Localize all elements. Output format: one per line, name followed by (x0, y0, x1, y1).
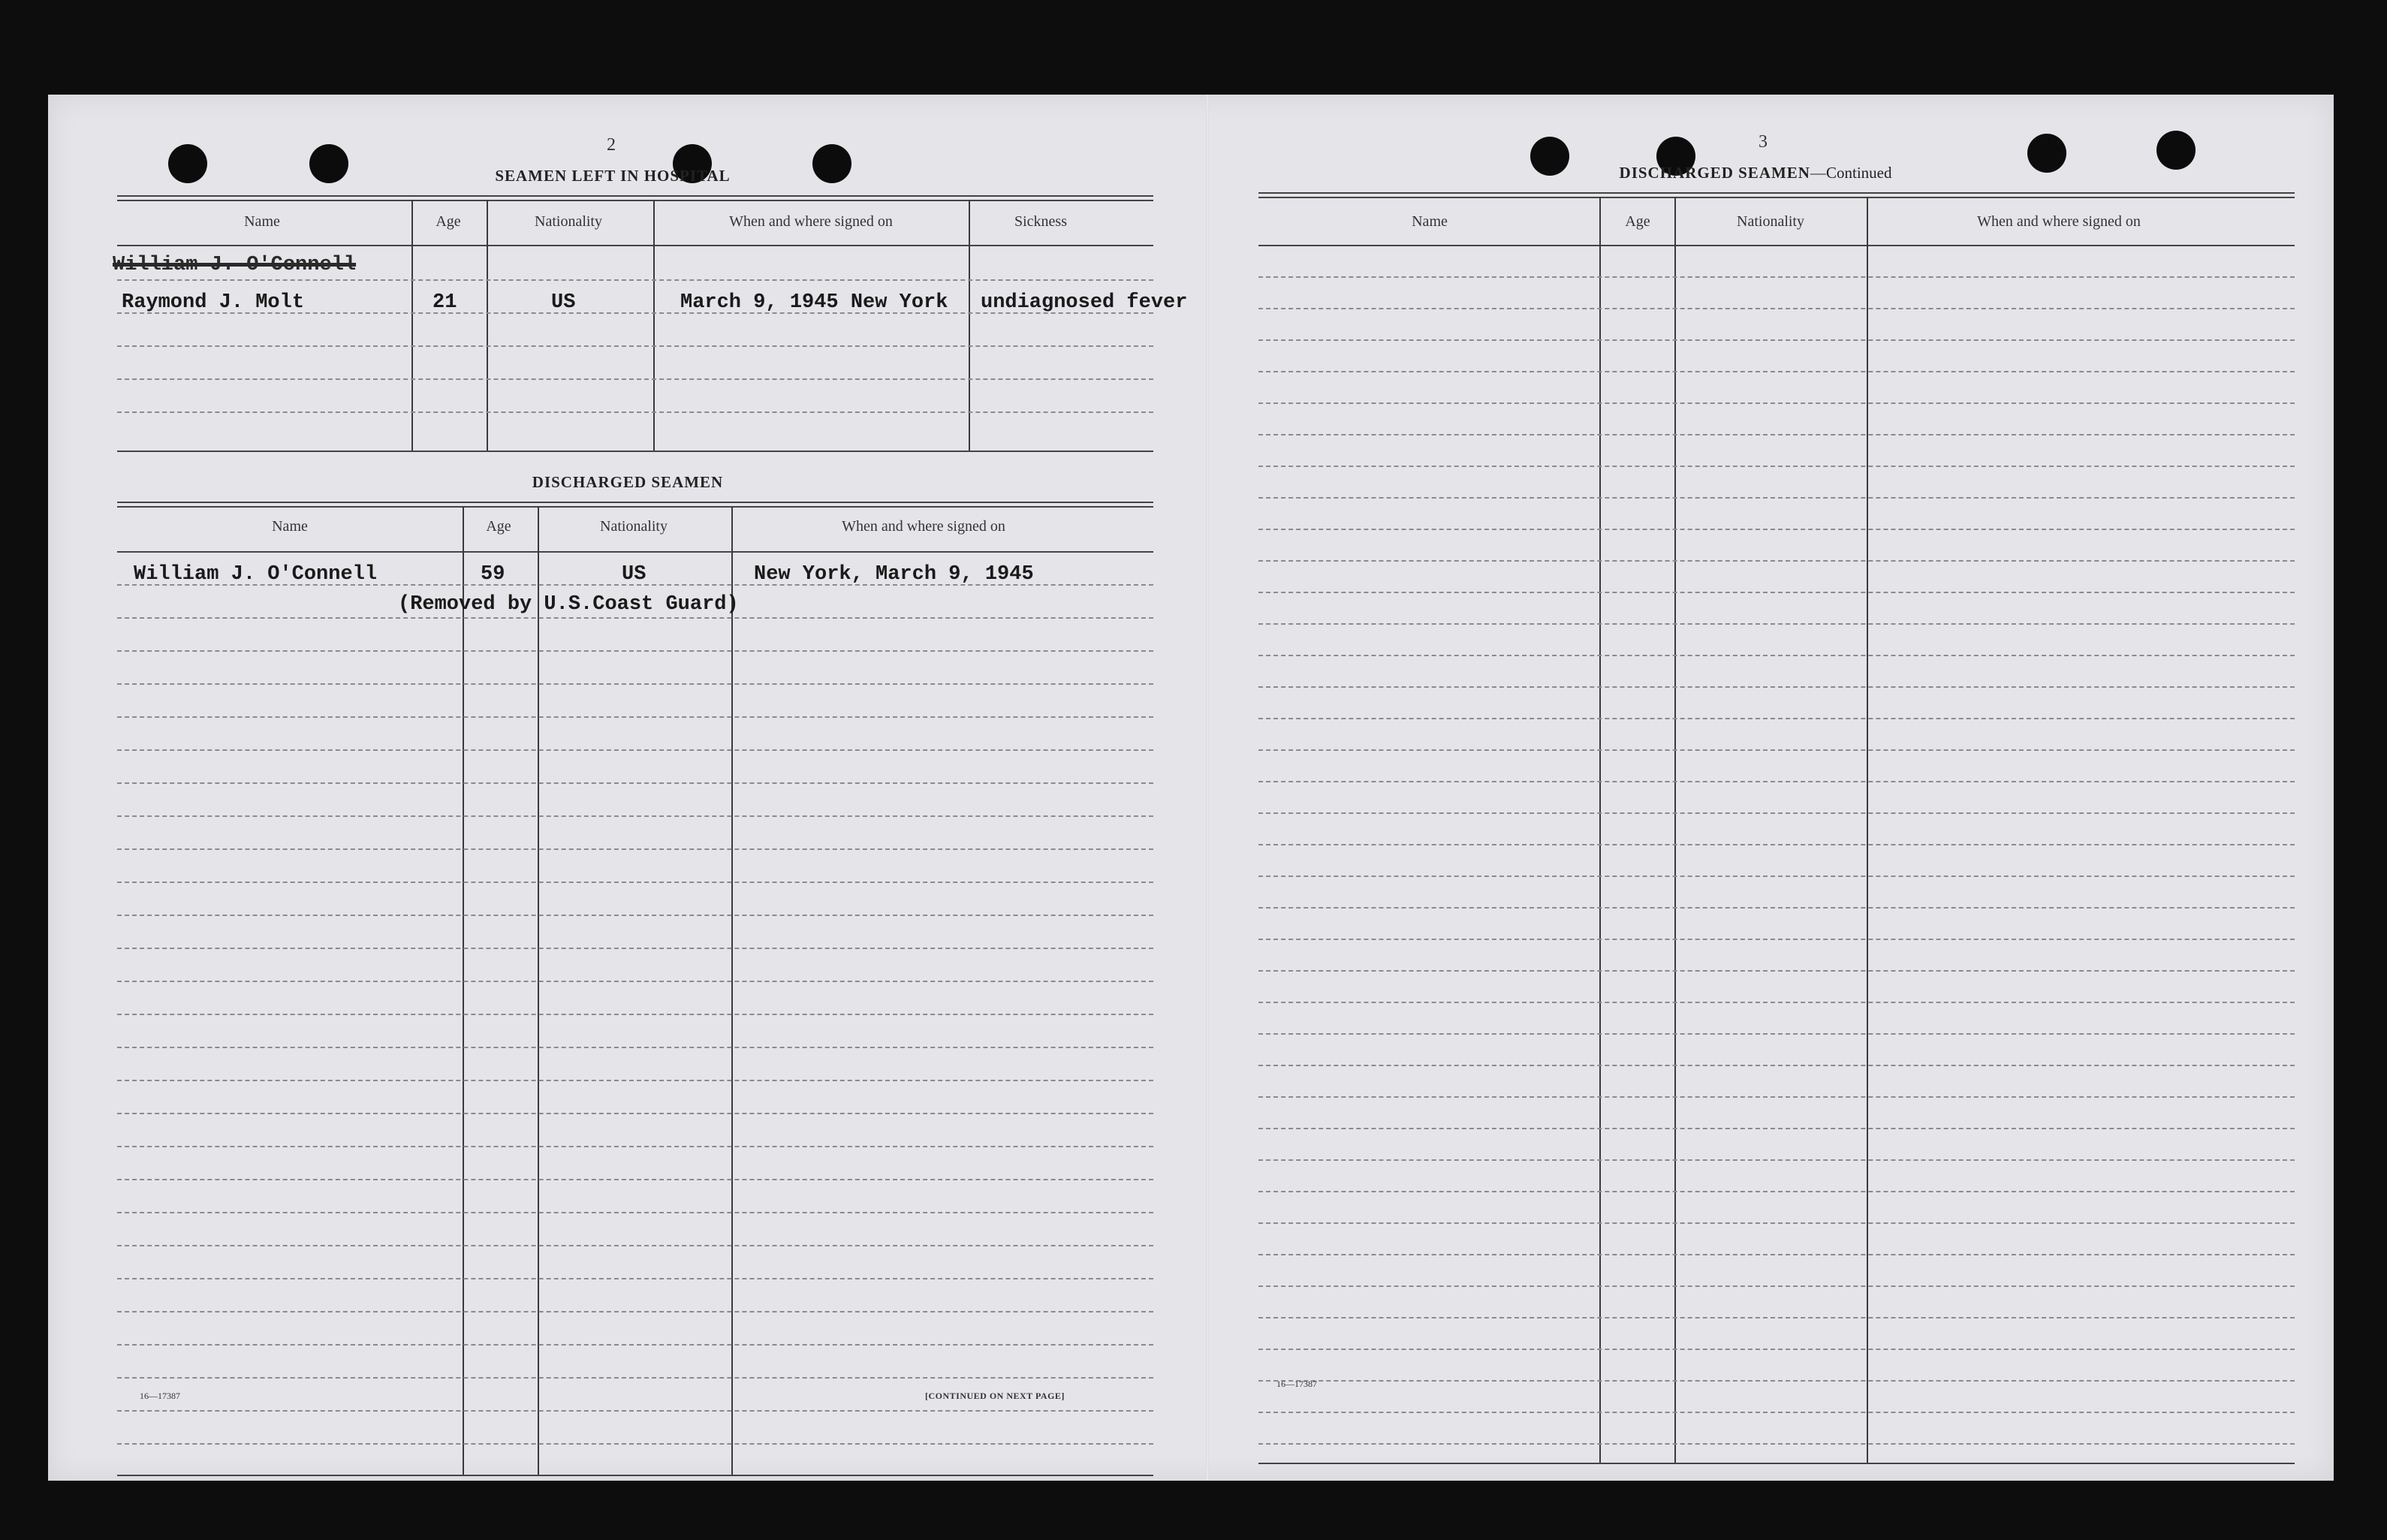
discharged-row-rule (117, 1179, 1153, 1180)
discharged-row-age: 59 (481, 563, 505, 586)
right-col-divider (1674, 197, 1676, 1463)
hospital-row-sickness: undiagnosed fever (981, 291, 1188, 314)
right-row-rule (1258, 749, 2295, 751)
right-row-rule (1258, 1380, 2295, 1382)
discharged-row-rule (117, 1146, 1153, 1147)
right-row-rule (1258, 907, 2295, 909)
hospital-col-divider (487, 200, 488, 452)
hospital-row-rule (117, 378, 1153, 380)
discharged-row-rule (117, 1344, 1153, 1346)
discharged-row-rule (117, 1377, 1153, 1379)
right-row-rule (1258, 655, 2295, 656)
right-row-rule (1258, 434, 2295, 435)
right-row-rule (1258, 529, 2295, 530)
right-row-rule (1258, 402, 2295, 404)
form-number: 16—17387 (1276, 1379, 1317, 1389)
discharged-row-rule (117, 981, 1153, 982)
right-table-top-rule (1258, 192, 2295, 198)
discharged-table-top-rule (117, 502, 1153, 508)
discharged-row-rule (117, 683, 1153, 685)
page-number: 3 (1759, 132, 1768, 152)
discharged-row-rule (117, 1245, 1153, 1246)
discharged-col-nationality: Nationality (600, 518, 668, 535)
right-row-rule (1258, 592, 2295, 593)
right-row-rule (1258, 939, 2295, 940)
hospital-row-nationality: US (551, 291, 576, 314)
form-number: 16—17387 (140, 1391, 180, 1401)
right-row-rule (1258, 466, 2295, 467)
discharged-row-rule (117, 716, 1153, 718)
discharged-row-rule (117, 1014, 1153, 1015)
right-row-rule (1258, 686, 2295, 688)
hospital-header-rule (117, 245, 1153, 246)
hospital-col-age: Age (436, 213, 461, 230)
hospital-section-title: SEAMEN LEFT IN HOSPITAL (495, 167, 731, 185)
right-col-divider (1867, 197, 1868, 1463)
hospital-table-top-rule (117, 195, 1153, 201)
discharged-row-rule (117, 882, 1153, 883)
hospital-col-divider (411, 200, 413, 452)
right-row-rule (1258, 1065, 2295, 1066)
discharged-header-rule (117, 551, 1153, 553)
right-col-name: Name (1412, 213, 1448, 230)
right-row-rule (1258, 812, 2295, 814)
right-row-rule (1258, 1096, 2295, 1098)
discharged-row-rule (117, 1212, 1153, 1213)
right-row-rule (1258, 844, 2295, 845)
hospital-table-bottom-rule (117, 451, 1153, 452)
discharged-col-name: Name (272, 518, 308, 535)
right-row-rule (1258, 875, 2295, 877)
hospital-col-nationality: Nationality (535, 213, 602, 230)
discharged-col-signed-on: When and where signed on (842, 518, 1005, 535)
discharged-row-rule (117, 1080, 1153, 1081)
page-number: 2 (607, 135, 616, 155)
hospital-row-name: Raymond J. Molt (122, 291, 305, 314)
discharged-section-title: DISCHARGED SEAMEN (532, 473, 724, 491)
continued-label: [CONTINUED ON NEXT PAGE] (925, 1391, 1065, 1401)
discharged-row-rule (117, 948, 1153, 949)
right-row-rule (1258, 1222, 2295, 1224)
hospital-col-divider (653, 200, 655, 452)
discharged-row-signed-on: New York, March 9, 1945 (754, 563, 1034, 586)
right-col-age: Age (1625, 213, 1650, 230)
discharged-row-rule (117, 749, 1153, 751)
right-row-rule (1258, 1033, 2295, 1035)
right-row-rule (1258, 718, 2295, 719)
hospital-col-sickness: Sickness (1014, 213, 1067, 230)
discharged-row-rule (117, 1047, 1153, 1048)
hospital-row-age: 21 (432, 291, 457, 314)
discharged-row-rule (117, 1410, 1153, 1412)
struck-name-entry: William J. O'Connell (113, 254, 357, 276)
right-row-rule (1258, 970, 2295, 972)
right-row-rule (1258, 308, 2295, 309)
right-page (1209, 95, 2334, 1481)
discharged-row-rule (117, 1278, 1153, 1279)
hospital-row-rule (117, 345, 1153, 347)
right-row-rule (1258, 1002, 2295, 1003)
hospital-row-rule (117, 411, 1153, 413)
right-row-rule (1258, 1349, 2295, 1350)
right-row-rule (1258, 339, 2295, 341)
hospital-col-name: Name (244, 213, 280, 230)
hospital-row-rule (117, 279, 1153, 281)
discharged-row-name: William J. O'Connell (134, 563, 378, 586)
right-header-rule (1258, 245, 2295, 246)
document-sheet (48, 95, 2334, 1481)
discharged-row-rule (117, 848, 1153, 850)
discharged-continued-title (1620, 164, 1892, 182)
discharged-row-rule (117, 1113, 1153, 1114)
left-page (48, 95, 1204, 1481)
discharged-row-rule (117, 650, 1153, 652)
right-col-nationality: Nationality (1737, 213, 1804, 230)
right-row-rule (1258, 497, 2295, 499)
hospital-col-divider (969, 200, 970, 452)
right-row-rule (1258, 560, 2295, 562)
discharged-row-rule (117, 1311, 1153, 1312)
right-row-rule (1258, 1128, 2295, 1129)
right-row-rule (1258, 781, 2295, 782)
right-col-signed-on: When and where signed on (1977, 213, 2141, 230)
right-row-rule (1258, 1443, 2295, 1445)
hospital-row-signed-on: March 9, 1945 New York (680, 291, 948, 314)
right-row-rule (1258, 276, 2295, 278)
right-row-rule (1258, 1412, 2295, 1413)
discharged-row-rule (117, 1443, 1153, 1445)
discharged-row-rule (117, 782, 1153, 784)
right-row-rule (1258, 623, 2295, 625)
right-row-rule (1258, 1285, 2295, 1287)
discharged-row-rule (117, 815, 1153, 817)
discharged-row-nationality: US (622, 563, 646, 586)
discharged-row-rule (117, 617, 1153, 619)
right-row-rule (1258, 1317, 2295, 1318)
title-continued: —Continued (1810, 164, 1892, 182)
title-text: DISCHARGED SEAMEN (1619, 164, 1810, 182)
right-table-bottom-rule (1258, 1463, 2295, 1464)
discharged-table-bottom-rule (117, 1475, 1153, 1476)
hospital-col-signed-on: When and where signed on (729, 213, 893, 230)
discharged-note: (Removed by U.S.Coast Guard) (398, 593, 739, 616)
right-row-rule (1258, 1191, 2295, 1192)
right-row-rule (1258, 1254, 2295, 1255)
right-row-rule (1258, 371, 2295, 372)
right-col-divider (1599, 197, 1601, 1463)
discharged-row-rule (117, 915, 1153, 916)
right-row-rule (1258, 1159, 2295, 1161)
discharged-col-age: Age (486, 518, 511, 535)
